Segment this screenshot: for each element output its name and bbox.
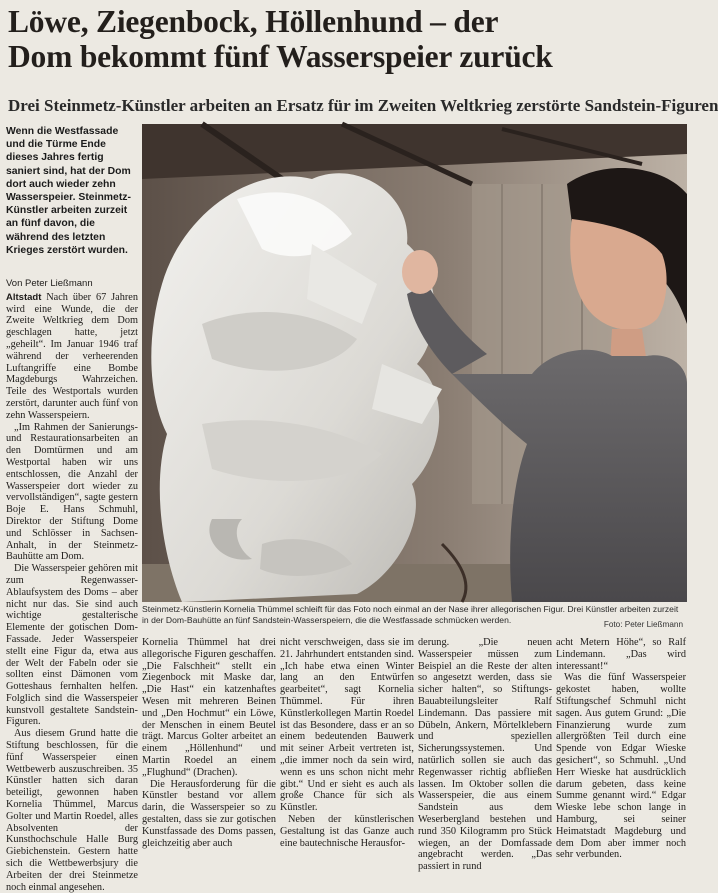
dateline: Altstadt	[6, 291, 42, 303]
byline: Von Peter Ließmann	[6, 278, 93, 289]
photo-illustration	[142, 124, 687, 602]
headline-line-1: Löwe, Ziegenbock, Höllenhund – der	[8, 4, 499, 39]
column-2	[142, 637, 276, 849]
photo-credit: Foto: Peter Ließmann	[603, 620, 683, 629]
paragraph: Neben der künstlerischen Gestaltung ist das Ganze auch eine bautechnische Herausfor-	[280, 813, 414, 849]
paragraph: Kornelia Thümmel hat drei allegorische Figuren geschaffen. „Die Falschheit“ stellt ein Ziegenbock mit Maske dar, „Die Hast“ ein katzenhaftes Wesen mit mehreren Beinen und „Den Hochmut“ ein Löwe, der Menschen in einem Beutel trägt. Marcus Golter arbeitet an einem „Höllenhund“ und Martin Roedel an einem „Flughund“ (Drachen).	[142, 637, 276, 778]
lead-paragraph: Wenn die Westfassade und die Türme Ende dieses Jahres fertig saniert sind, hat der Dom dort auch wieder zehn Wasserspeier. Steinmetz-Künstler arbeiten zurzeit an fünf davon, die während des letzten Krieges zerstört wurden.	[6, 126, 131, 256]
headline-line-2: Dom bekommt fünf Wasserspeier zurück	[8, 39, 553, 74]
paragraph: Die Herausforderung für die Künstler bestand vor allem darin, die Wasserspeier so zu gestalten, dass sie zur gotischen Kunstfassade des Doms passen, gleichzeitig aber auch	[142, 778, 276, 849]
paragraph: „Im Rahmen der Sanierungs- und Restaurationsarbeiten an den Domtürmen und am Westportal haben wir uns entschlossen, die Anzahl der Wasserspeier dort wieder zu vervollständigen“, sagte gestern Boje E. Hans Schmuhl, Direktor der Stiftung Dome und Schlösser in Sachsen-Anhalt, in der Steinmetz-Bauhütte am Dom.	[6, 421, 138, 563]
column-5	[556, 637, 686, 861]
paragraph-text: Nach über 67 Jahren wird eine Wunde, die der Zweite Weltkrieg dem Dom geschlagen hatte, jetzt „geheilt“. Im Januar 1946 traf während der verheerenden Luftangriffe eine Bombe Magdeburgs Wahrzeichen. Teile des Westportals wurden zerstört, darunter auch fünf von zehn Wasserspeiern.	[6, 291, 138, 421]
paragraph: derung. „Die neuen Wasserspeier müssen zum Beispiel an die Reste der alten so angesetzt werden, dass sie sicher halten“, so Stiftungs-Bauabteilungsleiter Ralf Lindemann. Das passiere mit Dübeln, Ankern, Mörtelklebern und speziellen Sicherungssystemen. Und natürlich sollen sie auch das Regenwasser richtig abfließen lassen. Im Oktober sollen die Wasserspeier, die aus einem Sandstein aus dem Weserbergland bestehen und rund 350 Kilogramm pro Stück wiegen, an der Domfassade angebracht werden. „Das passiert in rund	[418, 637, 552, 873]
column-1	[6, 278, 138, 893]
headline	[8, 4, 683, 74]
photo-caption: Steinmetz-Künstlerin Kornelia Thümmel schleift für das Foto noch einmal an der Nase ihrer allegorischen Figur. Drei Künstler arbeiten zurzeit in der Dom-Bauhütte an fünf Sandstein-Wasserspeiern, die die Westfassade schmücken werden.	[142, 604, 679, 625]
paragraph: Was die fünf Wasserspeier gekostet haben, wollte Stiftungschef Schmuhl nicht sagen. Aus gutem Grund: „Die Finanzierung wurde zum allergrößten Teil durch eine Spende von Edgar Wieske gesichert“, so Schmuhl. „Und Herr Wieske hat ausdrücklich darum gebeten, dass keine Summe genannt wird.“ Edgar Wieske lebe schon lange in Hamburg, sei seiner Heimatstadt Magdeburg und dem Dom aber immer noch sehr verbunden.	[556, 672, 686, 861]
paragraph: acht Metern Höhe“, so Ralf Lindemann. „Das wird interessant!“	[556, 637, 686, 672]
article-photo	[142, 124, 687, 602]
column-4	[418, 637, 552, 873]
paragraph: nicht verschweigen, dass sie im 21. Jahrhundert entstanden sind. „Ich habe etwa einen Winter lang an den Entwürfen gearbeitet“, sagt Kornelia Thümmel. Für ihren Künstlerkollegen Martin Roedel ist das Besondere, dass er an so einem bedeutenden Bauwerk mit seiner Arbeit vertreten ist, „die immer noch da sein wird, wenn es uns schon nicht mehr gibt.“ Und er sieht es auch als große Chance für sich als Künstler.	[280, 637, 414, 814]
column-3	[280, 637, 414, 849]
paragraph: Aus diesem Grund hatte die Stiftung beschlossen, für die fünf Wasserspeier einen Wettbewerb auszuschreiben. 35 Künstler hatten sich daran beteiligt, gewonnen haben Kornelia Thümmel, Marcus Golter und Martin Roedel, alles Absolventen der Kunsthochschule Halle Burg Giebichenstein. Gestern hatte sich die Wettbewerbsjury die Arbeiten der drei Steinmetze noch einmal angesehen.	[6, 728, 138, 893]
subheadline: Drei Steinmetz-Künstler arbeiten an Ersatz für im Zweiten Weltkrieg zerstörte Sandstein-Figuren	[8, 96, 718, 115]
paragraph	[6, 292, 138, 422]
paragraph: Die Wasserspeier gehören mit zum Regenwasser-Ablaufsystem des Doms – aber nicht nur das. Sie sind auch wichtige gestalterische Elemente der gotischen Dom-Fassade. Jeder Wasserspeier stellt eine Figur da, etwa aus der Welt der Fabeln oder sie sollten einst Dämonen vom Gotteshaus fernhalten helfen. Folglich sind die Wasserspeier kunstvoll gestaltete Sandstein-Figuren.	[6, 563, 138, 728]
